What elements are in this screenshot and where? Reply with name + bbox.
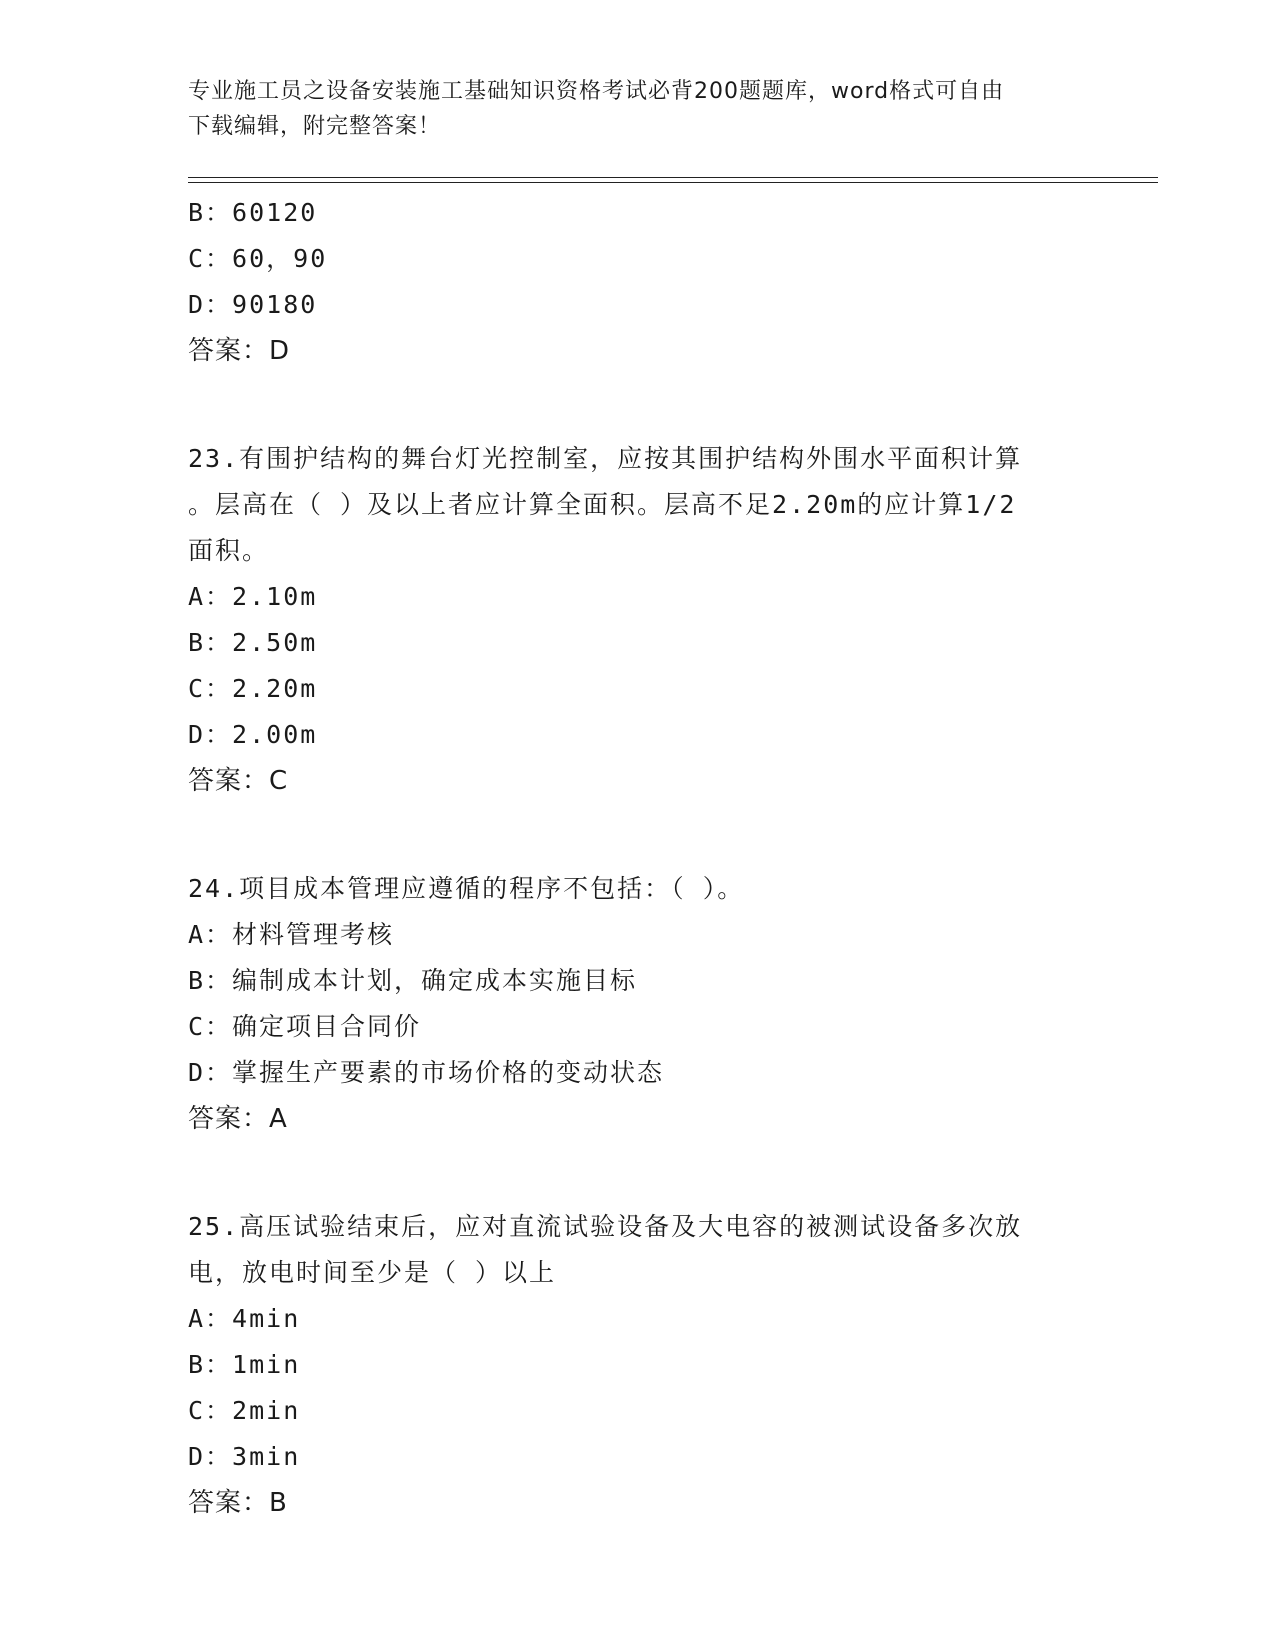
- question-text-line: 面积。: [188, 536, 270, 565]
- option-d: D：90180: [188, 290, 318, 319]
- header-rule-bottom: [188, 182, 1158, 183]
- answer-line: 答案：A: [188, 1104, 288, 1134]
- header-line-1: 专业施工员之设备安装施工基础知识资格考试必背200题题库，word格式可自由: [188, 79, 1005, 104]
- question-23: [188, 436, 1088, 804]
- question-text: [188, 436, 1088, 574]
- option-b: B：1min: [188, 1350, 301, 1379]
- option-c: C：60，90: [188, 244, 328, 273]
- option-b: B：编制成本计划，确定成本实施目标: [188, 966, 638, 995]
- question-24: [188, 866, 1088, 1142]
- option-d: D：3min: [188, 1442, 301, 1471]
- question-text: [188, 1204, 1088, 1296]
- option-c: C：2min: [188, 1396, 301, 1425]
- header-rule-top: [188, 177, 1158, 178]
- question-text-line: 24.项目成本管理应遵循的程序不包括：（ ）。: [188, 874, 745, 903]
- option-c: C：2.20m: [188, 674, 318, 703]
- option-a: A：材料管理考核: [188, 920, 395, 949]
- option-b: B：2.50m: [188, 628, 318, 657]
- question-text-line: 23.有围护结构的舞台灯光控制室，应按其围护结构外围水平面积计算: [188, 444, 1023, 473]
- document-body: [188, 190, 1088, 1526]
- question-text: [188, 866, 1088, 912]
- question-25: [188, 1204, 1088, 1526]
- answer-line: 答案：B: [188, 1488, 288, 1518]
- prev-question: [188, 190, 1088, 374]
- option-c: C：确定项目合同价: [188, 1012, 422, 1041]
- question-text-line: 25.高压试验结束后，应对直流试验设备及大电容的被测试设备多次放: [188, 1212, 1023, 1241]
- header-line-2: 下载编辑，附完整答案！: [188, 114, 442, 139]
- option-a: A：4min: [188, 1304, 301, 1333]
- document-header: [188, 74, 1088, 144]
- question-text-line: 电，放电时间至少是（ ）以上: [188, 1258, 557, 1287]
- answer-line: 答案：C: [188, 766, 289, 796]
- question-text-line: 。层高在（ ）及以上者应计算全面积。层高不足2.20m的应计算1/2: [188, 490, 1017, 519]
- option-b: B：60120: [188, 198, 318, 227]
- option-a: A：2.10m: [188, 582, 318, 611]
- option-d: D：2.00m: [188, 720, 318, 749]
- option-d: D：掌握生产要素的市场价格的变动状态: [188, 1058, 665, 1087]
- answer-line: 答案：D: [188, 336, 291, 366]
